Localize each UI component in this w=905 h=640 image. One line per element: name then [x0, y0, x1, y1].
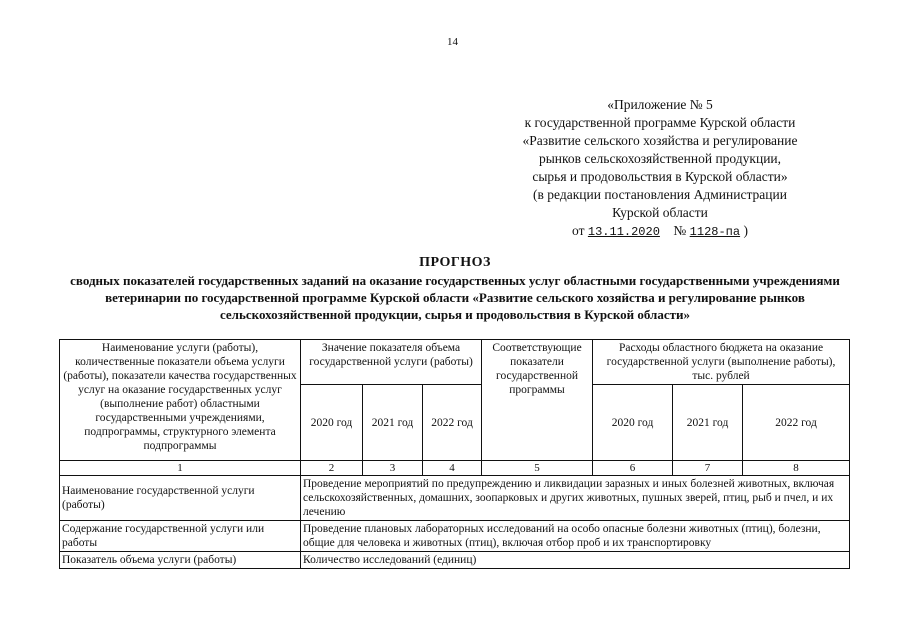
column-number: 8 — [743, 461, 850, 476]
resolution-date: 13.11.2020 — [587, 225, 660, 239]
page-number: 14 — [447, 36, 458, 48]
row-label: Показатель объема услуги (работы) — [60, 552, 301, 569]
appendix-line: «Развитие сельского хозяйства и регулирование — [522, 133, 798, 148]
number-prefix: № — [673, 223, 687, 238]
table-row — [60, 521, 850, 552]
header-year: 2020 год — [301, 385, 363, 461]
date-prefix: от — [572, 223, 585, 238]
appendix-line: к государственной программе Курской области — [524, 115, 796, 130]
appendix-line: сырья и продовольствия в Курской области» — [532, 169, 788, 184]
column-numbers-row — [60, 461, 850, 476]
row-value: Количество исследований (единиц) — [301, 552, 850, 569]
table-row — [60, 476, 850, 521]
column-number: 7 — [673, 461, 743, 476]
forecast-table — [59, 339, 850, 569]
resolution-number: 1128-па — [689, 225, 741, 239]
row-value: Проведение плановых лабораторных исследований на особо опасные болезни животных (птиц), болезни, общие для человека и животных (птиц), включая отбор проб и их транспортировку — [301, 521, 850, 552]
header-year: 2020 год — [593, 385, 673, 461]
column-number: 2 — [301, 461, 363, 476]
row-value: Проведение мероприятий по предупреждению и ликвидации заразных и иных болезней животных, включая сельскохозяйственных, домашних, зоопарковых и других животных, пушных зверей, птиц, рыб и пчел, и их лечению — [301, 476, 850, 521]
header-values-group: Значение показателя объема государственной услуги (работы) — [301, 340, 482, 385]
header-year: 2021 год — [673, 385, 743, 461]
header-year: 2022 год — [423, 385, 482, 461]
appendix-line: Курской области — [612, 205, 708, 220]
row-label: Наименование государственной услуги (работы) — [60, 476, 301, 521]
appendix-line: (в редакции постановления Администрации — [533, 187, 787, 202]
document-title — [60, 254, 850, 323]
header-service-name: Наименование услуги (работы), количественные показатели объема услуги (работы), показатели качества государственных услуг на оказание государственных услуг (выполнение работ) областными государственными учреждениями, подпрограммы, структурного элемента подпрограммы — [60, 340, 301, 461]
column-number: 6 — [593, 461, 673, 476]
resolution-date-line — [470, 222, 850, 241]
column-number: 4 — [423, 461, 482, 476]
column-number: 1 — [60, 461, 301, 476]
appendix-line: «Приложение № 5 — [607, 97, 713, 112]
title-heading: ПРОГНОЗ — [419, 255, 491, 270]
header-expenses-group: Расходы областного бюджета на оказание государственной услуги (выполнение работы), тыс. рублей — [593, 340, 850, 385]
appendix-block — [470, 96, 850, 241]
header-year: 2021 год — [363, 385, 423, 461]
header-year: 2022 год — [743, 385, 850, 461]
column-number: 5 — [482, 461, 593, 476]
header-program-indicators: Соответствующие показатели государственной программы — [482, 340, 593, 461]
row-label: Содержание государственной услуги или работы — [60, 521, 301, 552]
table-row — [60, 552, 850, 569]
title-text: сводных показателей государственных заданий на оказание государственных услуг областными государственными учреждениями ветеринарии по государственной программе Курской области «Развитие сельского хозяйства и регулирование рынков сельскохозяйственной продукции, сырья и продовольствия в Курской области» — [70, 273, 840, 322]
appendix-line: рынков сельскохозяйственной продукции, — [538, 151, 782, 166]
closing-paren: ) — [743, 223, 748, 238]
column-number: 3 — [363, 461, 423, 476]
